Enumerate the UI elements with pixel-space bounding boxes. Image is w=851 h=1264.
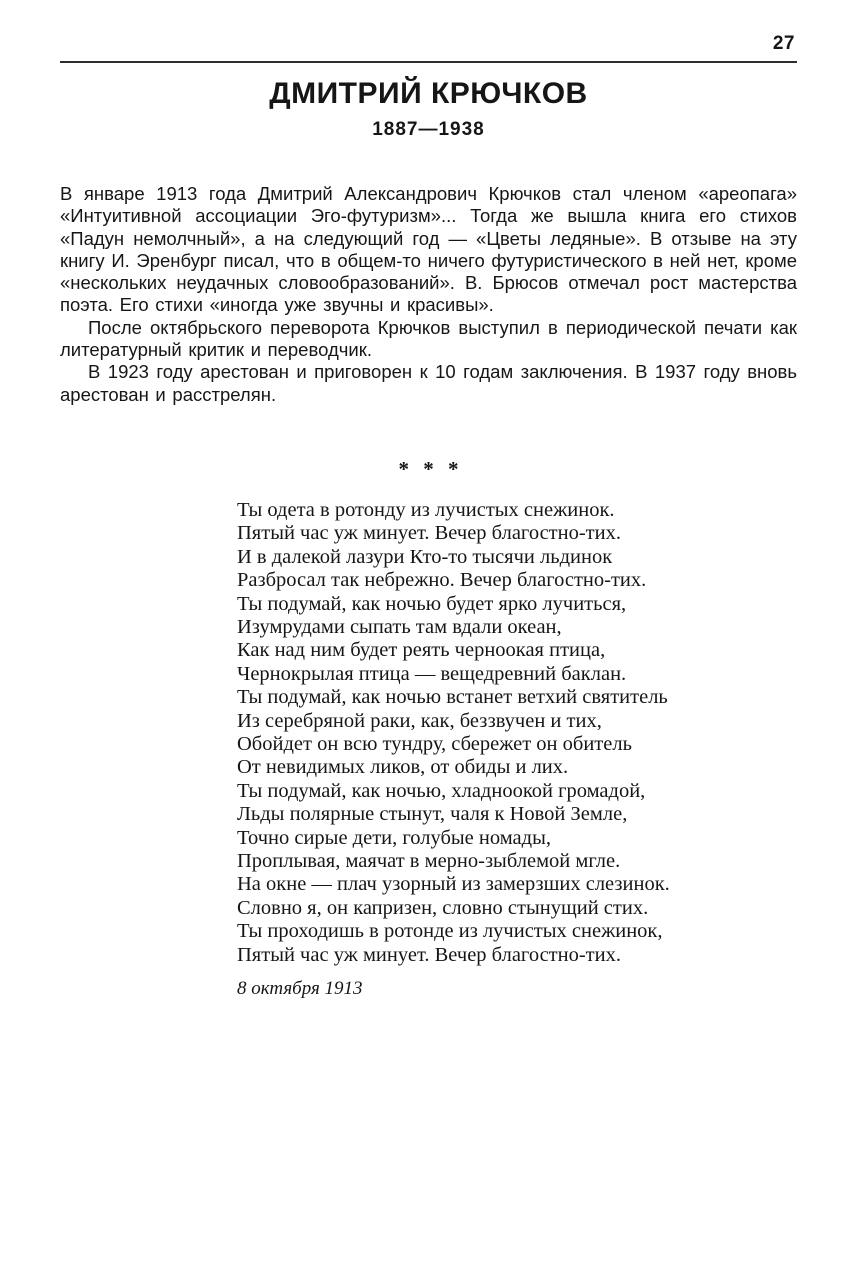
poem-line: Пятый час уж минует. Вечер благостно-тих. bbox=[237, 943, 621, 966]
poem-separator: * * * bbox=[398, 456, 459, 481]
poem-line: Ты подумай, как ночью будет ярко лучиться, bbox=[237, 592, 627, 615]
poem-line: Льды полярные стынут, чаля к Новой Земле, bbox=[237, 803, 628, 826]
poem-line: Чернокрылая птица — вещедревний баклан. bbox=[237, 662, 627, 685]
poem-line: Изумрудами сыпать там вдали океан, bbox=[237, 616, 562, 638]
poem bbox=[237, 499, 797, 967]
poem-line: Ты подумай, как ночью, хладноокой громадой, bbox=[237, 779, 646, 802]
poem-line: Обойдет он всю тундру, сбережет он обитель bbox=[237, 733, 632, 756]
poem-line: На окне — плач узорный из замерзших слезинок. bbox=[237, 873, 670, 896]
poem-line: От невидимых ликов, от обиды и лих. bbox=[237, 756, 569, 779]
poem-line: Пятый час уж минует. Вечер благостно-тих. bbox=[237, 522, 621, 545]
poem-line: Как над ним будет реять черноокая птица, bbox=[237, 639, 606, 662]
page-number: 27 bbox=[772, 33, 795, 54]
bio-paragraph: В 1923 году арестован и приговорен к 10 годам заключения. В 1937 году вновь арестован и расстрелян. bbox=[60, 361, 797, 405]
poem-line: И в далекой лазури Кто-то тысячи льдинок bbox=[237, 545, 613, 568]
poem-line: Разбросал так небрежно. Вечер благостно-тих. bbox=[237, 569, 647, 592]
poet-name-title: ДМИТРИЙ КРЮЧКОВ bbox=[269, 77, 588, 110]
header-rule bbox=[60, 61, 797, 63]
bio-paragraph: После октябрьского переворота Крючков выступил в периодической печати как литературный критик и переводчик. bbox=[60, 316, 797, 361]
poem-line: Ты проходишь в ротонде из лучистых снежинок, bbox=[237, 920, 663, 943]
biography bbox=[60, 183, 797, 406]
poem-line: Проплывая, маячат в мерно-зыблемой мгле. bbox=[237, 850, 621, 873]
poem-line: Ты одета в ротонду из лучистых снежинок. bbox=[237, 498, 615, 521]
poem-date: 8 октября 1913 bbox=[237, 978, 363, 1000]
poem-line: Словно я, он капризен, словно стынущий стих. bbox=[237, 896, 649, 919]
poet-years: 1887—1938 bbox=[372, 119, 485, 140]
bio-paragraph: В январе 1913 года Дмитрий Александрович Крючков стал членом «ареопага» «Интуитивной ассоциации Эго-футуризм»... Тогда же вышла книга его стихов «Падун немолчный», а на следующий год — «Цветы ледяные». В отзыве на эту книгу И. Эренбург писал, что в общем-то ничего футуристического в ней нет, кроме «нескольких неудачных словообразований». В. Брюсов отмечал рост мастерства поэта. Его стихи «иногда уже звучны и красивы». bbox=[60, 183, 797, 316]
poem-line: Из серебряной раки, как, беззвучен и тих, bbox=[237, 709, 602, 732]
poem-line: Точно сирые дети, голубые номады, bbox=[237, 826, 551, 849]
poem-line: Ты подумай, как ночью встанет ветхий святитель bbox=[237, 686, 668, 709]
